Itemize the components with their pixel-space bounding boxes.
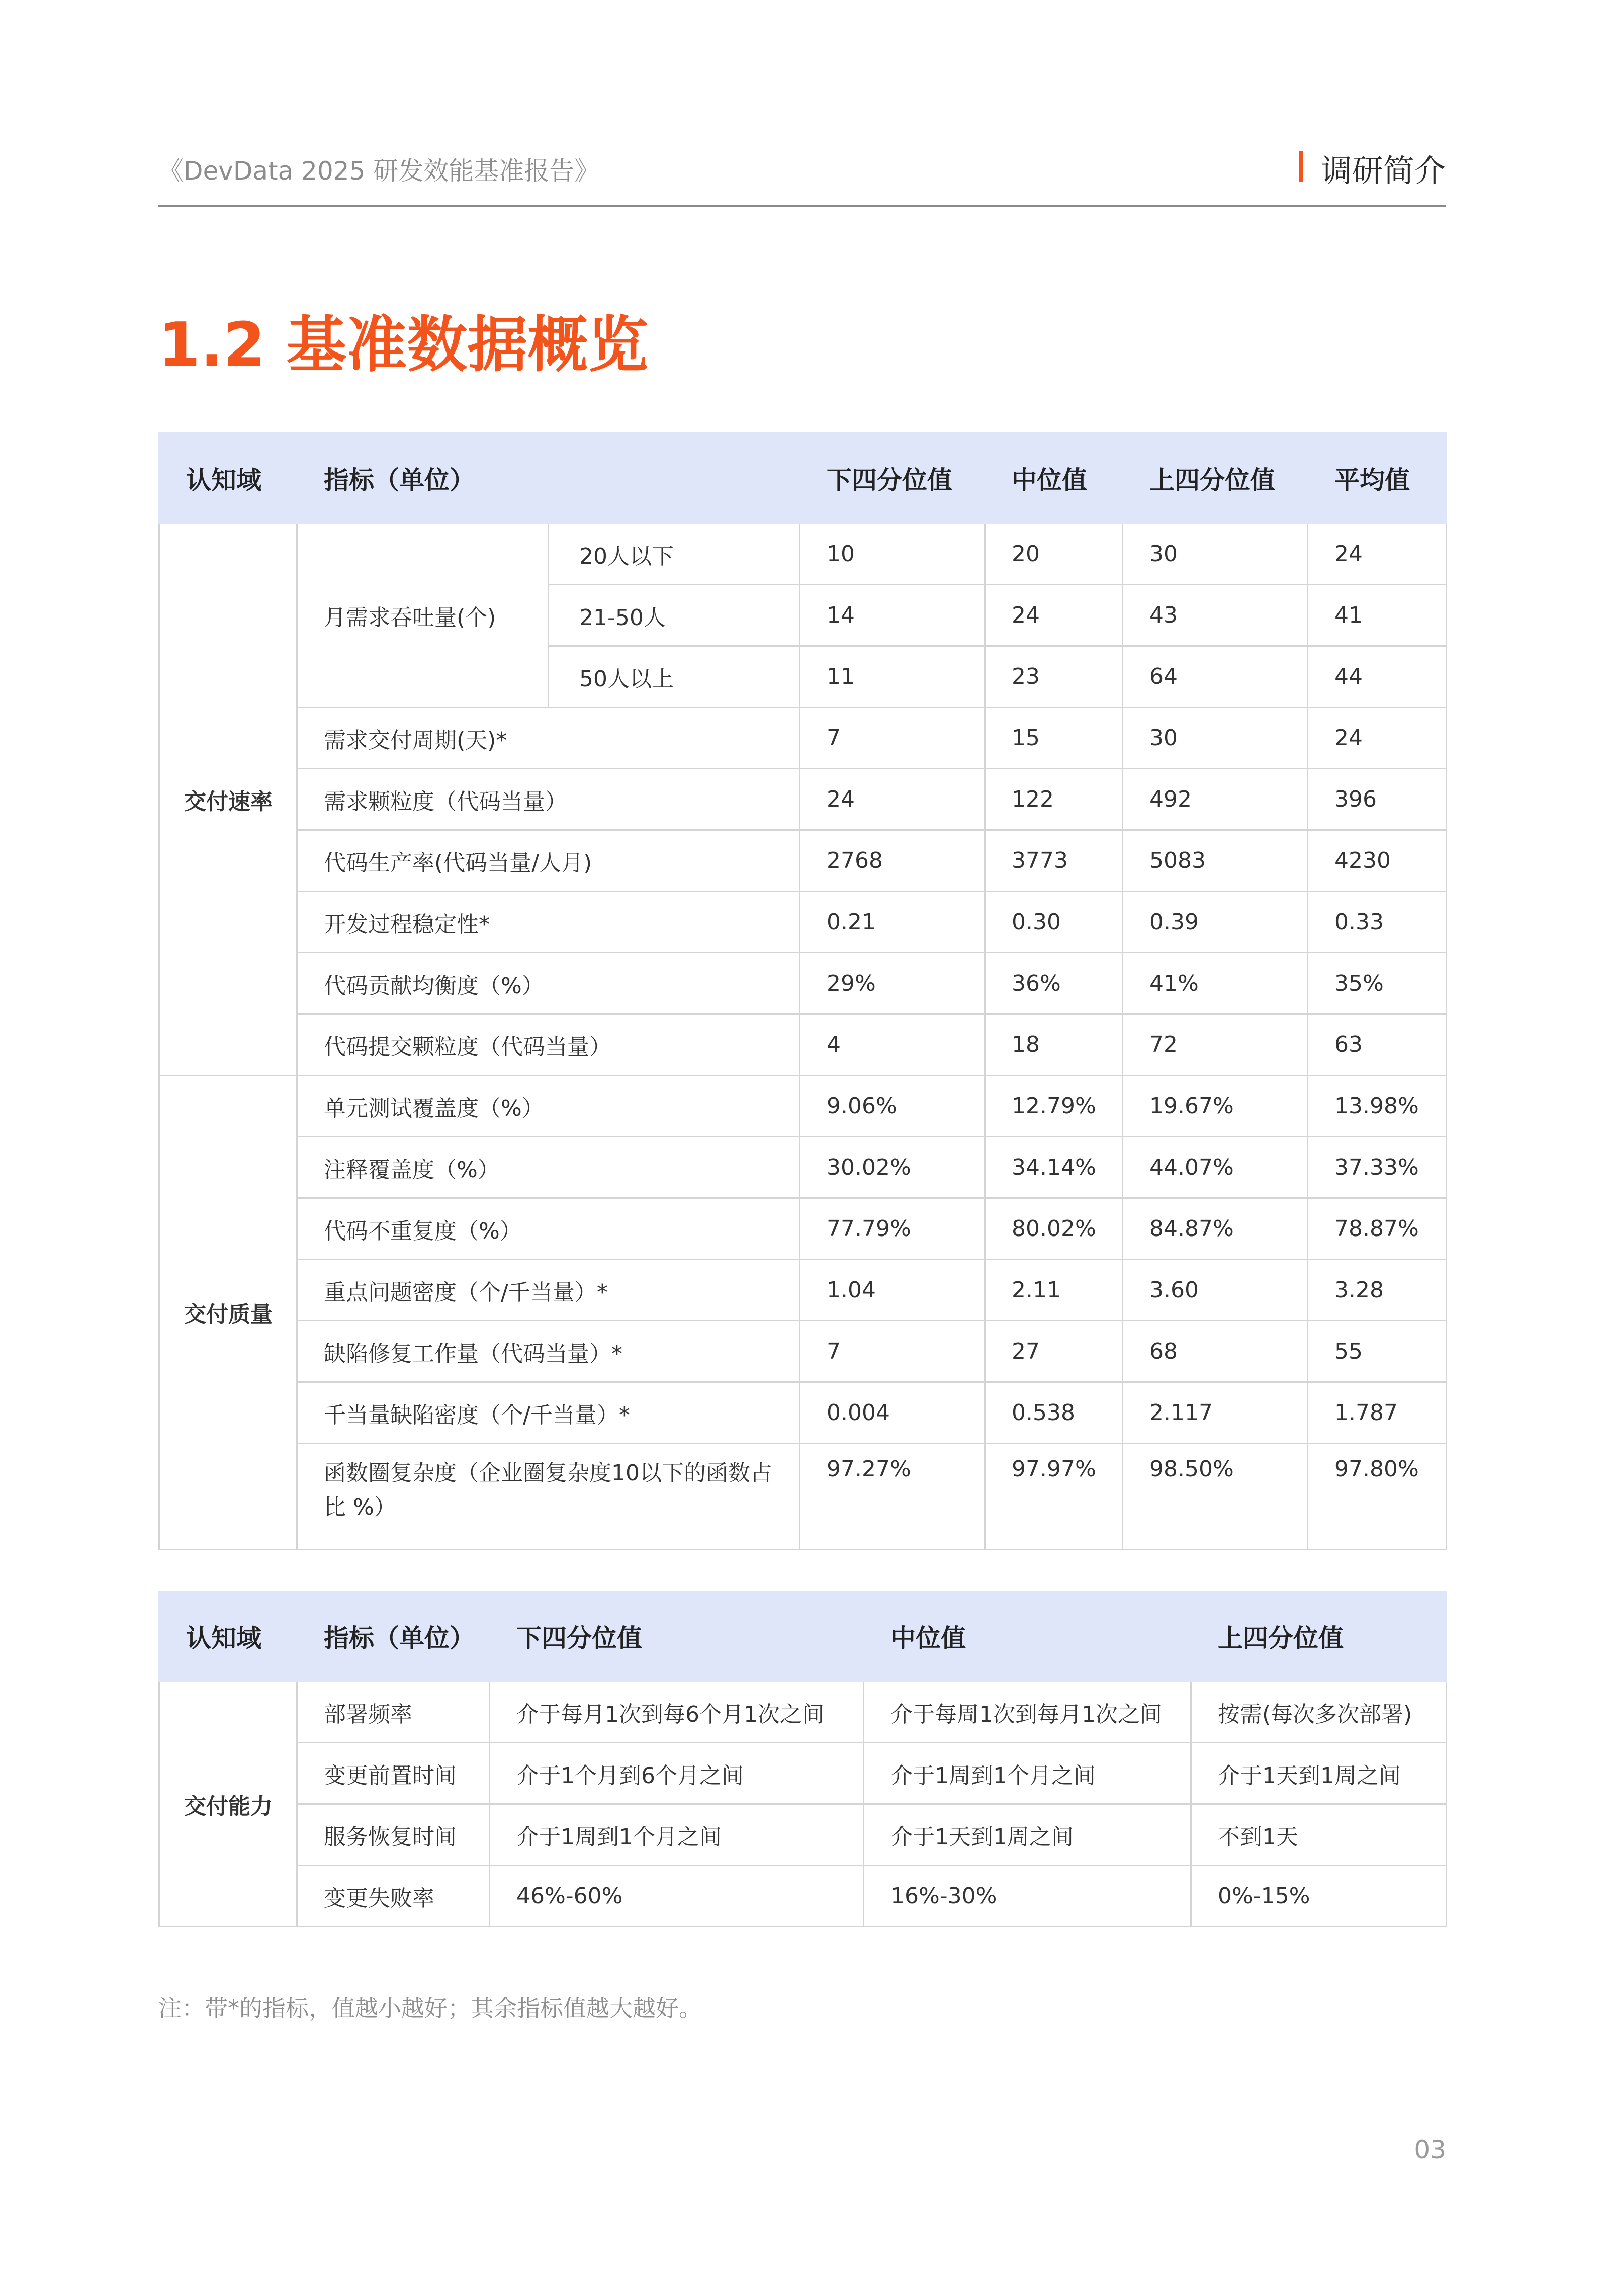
value-cell: 77.79%	[800, 1198, 985, 1260]
value-cell: 3.28	[1308, 1260, 1447, 1321]
table-row	[159, 892, 1447, 953]
value-cell: 15	[985, 708, 1123, 769]
value-cell: 492	[1123, 769, 1308, 830]
value-cell: 7	[800, 708, 985, 769]
table-row	[159, 1137, 1447, 1198]
page-number: 03	[1414, 2135, 1446, 2164]
page-heading: 1.2 基准数据概览	[158, 310, 649, 380]
value-cell: 按需(每次多次部署)	[1191, 1682, 1447, 1743]
value-cell: 介于每月1次到每6个月1次之间	[490, 1682, 864, 1743]
value-cell: 19.67%	[1123, 1076, 1308, 1137]
value-cell: 30	[1123, 708, 1308, 769]
header-cell: 下四分位值	[490, 1592, 864, 1682]
table-row	[159, 1198, 1447, 1260]
value-cell: 10	[800, 523, 985, 585]
value-cell: 2768	[800, 830, 985, 892]
value-cell: 0%-15%	[1191, 1866, 1447, 1927]
value-cell: 68	[1123, 1321, 1308, 1382]
value-cell: 0.30	[985, 892, 1123, 953]
benchmark-table-capability	[158, 1591, 1447, 1927]
metric-cell: 缺陷修复工作量（代码当量）*	[297, 1321, 800, 1382]
footnote: 注：带*的指标，值越小越好；其余指标值越大越好。	[158, 1995, 702, 2022]
table-row	[159, 523, 1447, 585]
header-cell: 上四分位值	[1191, 1592, 1447, 1682]
header-cell: 下四分位值	[800, 433, 985, 523]
value-cell: 41%	[1123, 953, 1308, 1014]
value-cell: 介于每周1次到每月1次之间	[864, 1682, 1191, 1743]
value-cell: 23	[985, 646, 1123, 708]
header-cell: 平均值	[1308, 433, 1447, 523]
metric-cell: 变更失败率	[297, 1866, 490, 1927]
metric-cell: 代码贡献均衡度（%）	[297, 953, 800, 1014]
value-cell: 97.97%	[985, 1444, 1123, 1550]
table-header-row	[159, 1592, 1447, 1682]
value-cell: 14	[800, 585, 985, 646]
value-cell: 0.39	[1123, 892, 1308, 953]
value-cell: 0.538	[985, 1382, 1123, 1444]
value-cell: 55	[1308, 1321, 1447, 1382]
value-cell: 44	[1308, 646, 1447, 708]
value-cell: 36%	[985, 953, 1123, 1014]
table-row	[159, 1743, 1447, 1804]
metric-cell: 代码提交颗粒度（代码当量）	[297, 1014, 800, 1076]
metric-cell: 开发过程稳定性*	[297, 892, 800, 953]
metric-cell: 需求颗粒度（代码当量）	[297, 769, 800, 830]
value-cell: 72	[1123, 1014, 1308, 1076]
value-cell: 98.50%	[1123, 1444, 1308, 1550]
value-cell: 介于1天到1周之间	[864, 1804, 1191, 1866]
value-cell: 97.80%	[1308, 1444, 1447, 1550]
section-label: 调研简介	[1299, 146, 1446, 191]
value-cell: 24	[1308, 708, 1447, 769]
table-row	[159, 1260, 1447, 1321]
value-cell: 24	[1308, 523, 1447, 585]
value-cell: 11	[800, 646, 985, 708]
table-row	[159, 1866, 1447, 1927]
table-row	[159, 1804, 1447, 1866]
header-cell: 指标（单位）	[297, 1592, 490, 1682]
header-cell: 中位值	[985, 433, 1123, 523]
value-cell: 5083	[1123, 830, 1308, 892]
value-cell: 2.117	[1123, 1382, 1308, 1444]
value-cell: 2.11	[985, 1260, 1123, 1321]
value-cell: 46%-60%	[490, 1866, 864, 1927]
value-cell: 3773	[985, 830, 1123, 892]
table-row	[159, 769, 1447, 830]
value-cell: 24	[985, 585, 1123, 646]
header-cell: 指标（单位）	[297, 433, 800, 523]
value-cell: 34.14%	[985, 1137, 1123, 1198]
value-cell: 不到1天	[1191, 1804, 1447, 1866]
metric-cell: 代码生产率(代码当量/人月)	[297, 830, 800, 892]
metric-cell: 代码不重复度（%）	[297, 1198, 800, 1260]
domain-cell: 交付速率	[159, 523, 297, 1076]
value-cell: 16%-30%	[864, 1866, 1191, 1927]
value-cell: 0.33	[1308, 892, 1447, 953]
value-cell: 7	[800, 1321, 985, 1382]
table-row	[159, 1076, 1447, 1137]
value-cell: 介于1周到1个月之间	[864, 1743, 1191, 1804]
document-title: 《DevData 2025 研发效能基准报告》	[158, 156, 600, 186]
domain-cell: 交付能力	[159, 1682, 297, 1927]
value-cell: 0.21	[800, 892, 985, 953]
value-cell: 27	[985, 1321, 1123, 1382]
metric-cell: 函数圈复杂度（企业圈复杂度10以下的函数占比 %）	[297, 1444, 800, 1550]
table-header-row	[159, 433, 1447, 523]
value-cell: 43	[1123, 585, 1308, 646]
sub-metric-cell: 20人以下	[549, 523, 800, 585]
value-cell: 30	[1123, 523, 1308, 585]
sub-metric-cell: 21-50人	[549, 585, 800, 646]
value-cell: 78.87%	[1308, 1198, 1447, 1260]
domain-cell: 交付质量	[159, 1076, 297, 1550]
metric-cell: 部署频率	[297, 1682, 490, 1743]
table-row	[159, 1682, 1447, 1743]
value-cell: 4230	[1308, 830, 1447, 892]
header-cell: 认知域	[159, 433, 297, 523]
value-cell: 24	[800, 769, 985, 830]
value-cell: 35%	[1308, 953, 1447, 1014]
value-cell: 63	[1308, 1014, 1447, 1076]
value-cell: 13.98%	[1308, 1076, 1447, 1137]
value-cell: 122	[985, 769, 1123, 830]
value-cell: 介于1周到1个月之间	[490, 1804, 864, 1866]
table-row	[159, 1382, 1447, 1444]
value-cell: 37.33%	[1308, 1137, 1447, 1198]
value-cell: 介于1天到1周之间	[1191, 1743, 1447, 1804]
value-cell: 介于1个月到6个月之间	[490, 1743, 864, 1804]
header-cell: 认知域	[159, 1592, 297, 1682]
value-cell: 30.02%	[800, 1137, 985, 1198]
value-cell: 1.787	[1308, 1382, 1447, 1444]
value-cell: 44.07%	[1123, 1137, 1308, 1198]
value-cell: 20	[985, 523, 1123, 585]
value-cell: 97.27%	[800, 1444, 985, 1550]
benchmark-table-speed-quality	[158, 432, 1447, 1550]
value-cell: 84.87%	[1123, 1198, 1308, 1260]
value-cell: 64	[1123, 646, 1308, 708]
value-cell: 0.004	[800, 1382, 985, 1444]
metric-cell: 服务恢复时间	[297, 1804, 490, 1866]
metric-cell: 千当量缺陷密度（个/千当量）*	[297, 1382, 800, 1444]
page-header	[158, 146, 1446, 207]
value-cell: 3.60	[1123, 1260, 1308, 1321]
header-cell: 中位值	[864, 1592, 1191, 1682]
metric-cell: 重点问题密度（个/千当量）*	[297, 1260, 800, 1321]
value-cell: 396	[1308, 769, 1447, 830]
metric-cell: 单元测试覆盖度（%）	[297, 1076, 800, 1137]
table-row	[159, 708, 1447, 769]
sub-metric-cell: 50人以上	[549, 646, 800, 708]
value-cell: 9.06%	[800, 1076, 985, 1137]
metric-cell: 需求交付周期(天)*	[297, 708, 800, 769]
table-row	[159, 953, 1447, 1014]
table-row	[159, 1444, 1447, 1550]
header-cell: 上四分位值	[1123, 433, 1308, 523]
metric-cell: 变更前置时间	[297, 1743, 490, 1804]
value-cell: 18	[985, 1014, 1123, 1076]
value-cell: 41	[1308, 585, 1447, 646]
value-cell: 12.79%	[985, 1076, 1123, 1137]
table-row	[159, 830, 1447, 892]
metric-cell: 月需求吞吐量(个)	[297, 523, 549, 708]
value-cell: 4	[800, 1014, 985, 1076]
value-cell: 80.02%	[985, 1198, 1123, 1260]
value-cell: 29%	[800, 953, 985, 1014]
table-row	[159, 1014, 1447, 1076]
metric-cell: 注释覆盖度（%）	[297, 1137, 800, 1198]
table-row	[159, 1321, 1447, 1382]
value-cell: 1.04	[800, 1260, 985, 1321]
